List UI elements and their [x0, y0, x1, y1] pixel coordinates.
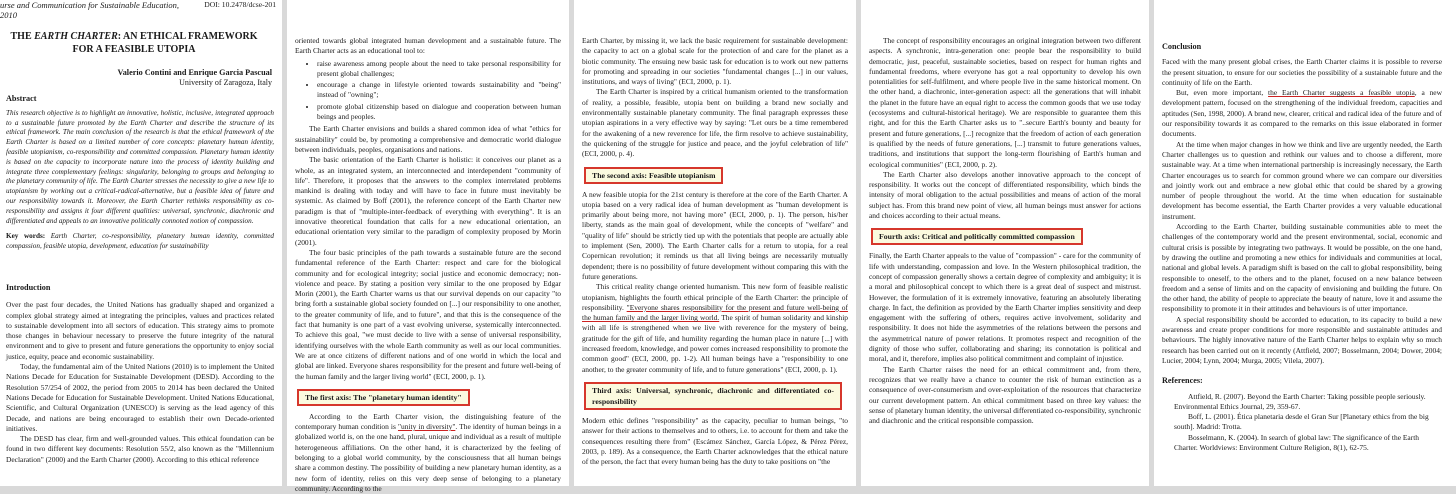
authors: Valerio Contini and Enrique Garcia Pascual: [117, 68, 272, 77]
conclusion-heading: Conclusion: [1162, 42, 1202, 51]
paragraph: The DESD has clear, firm and well-grounded values. This ethical foundation can be found in two different key documents: Resolution 55/2, also known as the "Millennium Declaration" (2000) and the Earth Charter (2000). According to this ethical reference: [6, 434, 274, 464]
reference-item: Boff, L. (2001). Ética planetaria desde el Gran Sur [Planetary ethics from the big south]. Madrid: Trotta.: [1174, 412, 1429, 432]
paragraph: The Earth Charter is inspired by a critical humanism oriented to the transformation of reality, a possible, feasible, utopia bent on building a brand new socially and environmentally sustainable planetary community. The final paragraph expresses these utopian aspirations in a very effective way by saying: "Let ours be a time remembered for the awakening of a new reverence for life, the firm resolve to achieve sustainability, the quickening of the struggle for justice and peace, and the joyful celebration of life" (ECI, 2000, p. 4).: [582, 87, 848, 159]
paragraph: Earth Charter, by missing it, we lack the basic requirement for sustainable development: the capacity to act on a global scale for the protection of and care for the planet as a biotic community. The ensuing new basic task for education is to work out new patterns for promoting and spreading in our societies "fundamental changes [...] in our values, institutions, and ways of living" (ECI, 2000, p. 1).: [582, 36, 848, 87]
reference-item: Attfield, R. (2007). Beyond the Earth Charter: Taking possible people seriously. Environmental Ethics Journal, 29, 359-67.: [1174, 391, 1426, 411]
highlighted-section-heading[interactable]: Fourth axis: Critical and politically committed compassion: [871, 228, 1083, 245]
page-4: [861, 0, 1149, 486]
abstract: [6, 94, 274, 252]
paragraph: According to the Earth Charter, building sustainable communities able to meet the challenges of the contemporary world and the present environmental, social, economic and cultural crisis is possible by integrating two pathways. It would be possible, on the one hand, by drawing the outline and promoting a new ethics for individuals and communities at local, national and global levels. A paradigm shift is based on the call to global responsibility, being responsible to oneself, to the others and to the planet, focused on a new balance between freedom and a sense of limits and on the capacity of envisioning and building the future. On the other hand, the ability of people to appreciate the beauty of nature, love it and assume the responsibility to promote it in their attitudes and behaviours is of utter importance.: [1162, 222, 1442, 314]
paragraph: oriented towards global integrated human development and a sustainable future. The Earth Charter acts as an educational tool to:: [295, 36, 561, 56]
page-1: [0, 0, 282, 486]
paragraph: The concept of responsibility encourages an original integration between two different aspects. A synchronic, intra-generation one: people bear the responsibility to build democratic, just, peaceful, sustainable societies, based on respect for human rights and fundamental freedoms, where everyone has got a real opportunity to develop his own potentialities for self-fulfilment, and where people live in the same historical moment. On the other hand, a diachronic, inter-generation aspect: all the generations that will inhabit the planet in the future have an equal right to access the common goods that we use today (ecosystems and cultural-historical heritage). We are responsible to guarantee them this right, and for this the Earth Charter asks us to "..secure Earth's bounty and beauty for present and future generations, [...] recognize that the freedom of action of each generation is qualified by the needs of future generations, [...] transmit to future generations values, traditions, and institutions that support the long-term flourishing of Earth's human and ecological communities" (ECI, 2000, p. 2).: [869, 36, 1141, 169]
journal-year: 2010: [0, 10, 17, 20]
paragraph: The basic orientation of the Earth Charter is holistic: it conceives our planet as a whole, as an integrated system, an interconnected and interdependent "community of life". Therefore, it proposes that the answers to the complex interrelated problems mankind is dealing with today and will have to face in future must inevitably be systemic. As claimed by Boff (2001), the reference concept of the Earth Charter new paradigm is that of "multiple-inter-feedback of everything with everything". It is an innovative theoretical foundation that calls for a new educational orientation, an educational orientation very similar to the paradigm of complexity proposed by Morin (2001).: [295, 155, 561, 247]
list-item: • promote global citizenship based on dialogue and cooperation between human beings and peoples.: [317, 102, 561, 123]
paragraph: Finally, the Earth Charter appeals to the value of "compassion" - care for the community of life with understanding, compassion and love. In the Western philosophical tradition, the concept of compassion generally shows a certain degree of complexity and ambiguity; it is a moral and philosophical concept to which there is a great deal of suspect and mistrust. However, the formulation of it is extremely innovative, featuring an absolutely liberating charge. In fact, the definition as provided by the Earth Charter implies sensitivity and deep engagement with the suffering of others, requires active involvement, solidarity and responsibility. It does not hide the asymmetries of the relations between the persons and the asymmetrical nature of power relations. It promotes respect and recognition of the dignity of those who suffer, collaborating and sharing; its connotation is political and moral, and it, therefore, implies also political commitment and complaint of injustice.: [869, 251, 1141, 364]
page-body: [582, 36, 848, 486]
paragraph: According to the Earth Charter vision, the distinguishing feature of the contemporary human condition is "unity in diversity". The identity of human beings in a globalized world is, on the one hand, plural, unique and individual as a result of multiple heterogeneous affiliations. On the other hand, it is characterized by the feeling of belonging to a global world community, by the consciousness that all human beings share a common destiny. The possibility of building a new planetary human identity, as a new form of identity, relies on this very deep sense of belonging to a planetary community. According to the: [295, 411, 561, 493]
highlighted-section-heading[interactable]: Third axis: Universal, synchronic, diachronic and differentiated co-responsibility: [584, 382, 842, 410]
paragraph: This critical reality change oriented humanism. This new form of feasible realistic utopianism, highlights the fourth ethical principle of the Earth Charter: the principle of responsibility. "Everyone shares responsibility for the present and future well-being of the human family and the larger living world. The spirit of human solidarity and kinship with all life is strengthened when we live with reverence for the mystery of being, gratitude for the gift of life, and humility regarding the human place in nature [...] with increased freedom, knowledge, and power comes increased responsibility to promote the common good" (ECI, 2000, pp. 1-2). All human beings have a "responsibility to one another, to the greater community of life, and to future generations" (ECI, 2000, p. 1).: [582, 282, 849, 374]
abstract-text: This research objective is to highlight an innovative, holistic, inclusive, integrated approach to a sustainable future promoted by the Earth Charter and describe the structure of its ethical framework. The main conclusion of the research is that the ethical framework of the Earth Charter is based on a limited number of core concepts: planetary human identity, feasible utopianism, co-responsibility and committed compassion. Planetary human identity is based on the capacity to incorporate nature into the process of identity building and integrate three complementary feelings: singularity, belonging to groups and belonging to the planetary community of life. The Earth Charter stresses the necessity to give a new life to utopianism by working out a critical-radical-alternative, but a feasible idea of future and our responsibility towards it. Moreover, the Earth Charter rethinks responsibility as co-responsibility and assigns it four different qualities: universal, synchronic, diachronic and differentiated and appeals to an innovative politically connoted notion of compassion.: [6, 108, 274, 225]
paragraph: The four basic principles of the path towards a sustainable future are the second fundamental reference of the Earth Charter: respect and care for the biological community and for ecological integrity; social justice and economic democracy; non-violence and peace. By stating a position very similar to the one proposed by Edgar Morin (2001), the Earth Charter warns us that our survival depends on our capacity "to bring forth a sustainable global society founded on [...] our responsibility to one another, to the greater community of life, and to future", and that this is the consequence of the fact that humanity is one part of a vast evolving universe, systemically interconnected. To achieve this goal, "we must decide to live with a sense of universal responsibility, identifying ourselves with the whole Earth community as well as our local communities. We are at once citizens of different nations and of one world in which the local and global are linked. Everyone shares responsibility for the present and future well-being of the human family and the larger living world" (ECI, 2000, p. 1).: [295, 247, 561, 381]
paragraph: The Earth Charter also develops another innovative approach to the concept of responsibility. It works out the concept of differentiated responsibility, which binds the intensity of moral obligation to the actual possibilities and means of action of the moral subject has. From this brand new point of view, all human beings must answer for actions and choices according to their actual means.: [869, 169, 1141, 221]
paragraph: Modern ethic defines "responsibility" as the capacity, peculiar to human beings, "to answer for their actions to themselves and to others, i.e. to account for them and take the consequences resulting there from" (Escámez Sánchez, García López, & Pérez Pérez, 2003, p. 189). As a consequence, the Earth Charter acknowledges that the ethical nature of the person, the fact that every human being has the duty to take positions on "the: [582, 415, 848, 467]
paragraph: A special responsibility should be accorded to education, to its capacity to build a new awareness and create proper conditions for more responsible and sustainable attitudes and behaviours. The highly innovative nature of the Earth Charter helps to explain why so much research has been carried out on it recently (Attfield, 2007; Bosselmann, 2004; Dower, 2004; Lucier, 2004; Lynn, 2004; Murga, 2005; Vilela, 2007).: [1162, 314, 1442, 365]
journal-name: urse and Communication for Sustainable Education,: [0, 0, 179, 10]
paragraph: Faced with the many present global crises, the Earth Charter claims it is possible to reverse the present situation, to ensure for our societies the possibility of a sustainable future and the continuity of life on the Earth.: [1162, 57, 1442, 87]
introduction: [6, 283, 274, 465]
paragraph: Over the past four decades, the United Nations has gradually shaped and organized a complex global strategy aimed at integrating the principles, values and practices related to sustainable development into all sectors of education. This strategy aims to promote those changes in behaviour necessary to preserve the future integrity of the natural environment and to give to present and future generations the opportunity to enjoy social justice, equity, peace and economic sustainability.: [6, 300, 274, 361]
page-5: [1154, 0, 1456, 486]
list-item: • encourage a change in lifestyle oriented towards sustainability and "being" instead of "owning";: [317, 80, 561, 101]
underlined-annotation[interactable]: "unity in diversity": [397, 422, 456, 432]
reference-item: Bosselmann, K. (2004). In search of global law: The significance of the Earth Charter. Worldviews: Environment Culture Religion, 8(1), 62-75.: [1174, 432, 1419, 452]
page-3: [574, 0, 856, 486]
keywords: Key words: Earth Charter, co-responsibility, planetary human identity, committed compassion, feasible utopia, development, education for sustainability: [6, 232, 274, 251]
highlighted-section-heading[interactable]: The first axis: The "planetary human identity": [297, 389, 470, 406]
list-item: • raise awareness among people about the need to take personal responsibility for present global challenges;: [317, 59, 561, 80]
paragraph: The Earth Charter envisions and builds a shared common idea of what "ethics for sustainability" could be, by promoting a comprehensive and democratic world dialogue between individuals, peoples, organisations and nations.: [295, 124, 561, 154]
abstract-heading: Abstract: [6, 94, 37, 103]
affiliation: University of Zaragoza, Italy: [179, 78, 272, 87]
underlined-annotation[interactable]: "Everyone shares responsibility for the present and future well-being of the human family and the larger living world.: [582, 302, 848, 323]
paragraph: But, even more important, the Earth Charter suggests a feasible utopia, a new development pattern, focused on the strengthening of the individual freedom, capacities and aptitudes (Sen, 1998, 2000). A brand new, clearer, critical and radical idea of the future and of our responsibility towards it as compared to the remarks on this issue elaborated in former documents.: [1162, 88, 1442, 139]
page-body: [869, 36, 1141, 486]
author-block: [118, 68, 272, 88]
doi: DOI: 10.2478/dcse-201: [204, 0, 276, 9]
page-body: [1162, 36, 1442, 486]
paragraph: Today, the fundamental aim of the United Nations (2010) is to implement the United Nations Decade for Education for Sustainable Development (DESD). According to the Resolution 57/254 of 2002, the period from 2005 to 2014 has been declared the United Nations Decade for Education for Sustainable Development. United Nations Educational, Scientific, and Cultural Organization (UNESCO) is serving as the lead agency of this Decade, and nations are being encouraged to establish their own Decade-oriented initiatives.: [6, 362, 274, 433]
underlined-annotation[interactable]: the Earth Charter suggests a feasible utopia: [1268, 88, 1415, 98]
paragraph: A new feasible utopia for the 21st century is therefore at the core of the Earth Charter. A utopia based on a very radical idea of human development as "human development is primarily about being more, not having more" (ECI, 2000, p. 1). The person, his/her liberty, stands as the main goal of development, while the concepts of "welfare" and "quality of life" should be strictly tied up with the potentials that people are actually able to implement (Sen, 2000). The Earth Charter calls for a return to utopia, for a real Copernican revolution; it reminds us that all living beings are necessarily mutually dependent; there is no possibility of future development without comparing this with the future generations.: [582, 189, 848, 281]
references-heading: References:: [1162, 376, 1203, 386]
paragraph: At the time when major changes in how we think and live are urgently needed, the Earth Charter challenges us to question and rethink our values and to choose a different, more sustainable way. At a time when international partnership is increasingly necessary, the Earth Charter encourages us to search for common ground where we can compare our diversities and jointly work out and embrace a new global ethic that could be shared by a growing number of people throughout the world. At the time when education for sustainable development has become essential, the Earth Charter provides a very valuable educational instrument.: [1162, 139, 1442, 221]
bullet-list: [295, 59, 561, 123]
page-2: [287, 0, 569, 493]
article-title: THE EARTH CHARTER: AN ETHICAL FRAMEWORK FOR A FEASIBLE UTOPIA: [10, 31, 258, 55]
journal-header: [0, 0, 276, 20]
paragraph: The Earth Charter raises the need for an ethical commitment and, from there, recognizes that we really have a chance to counter the risk of human extinction as a consequence of over-consumerism and over-exploitation of the resources that characterize our current development pattern. An ethical commitment based on three key values: the sense of planetary human identity, the universal differentiated co-responsibility, synchronic and diachronic and the critical responsible compassion.: [869, 364, 1141, 426]
page-body: [295, 36, 561, 493]
highlighted-section-heading[interactable]: The second axis: Feasible utopianism: [584, 167, 723, 184]
intro-heading: Introduction: [6, 283, 51, 292]
